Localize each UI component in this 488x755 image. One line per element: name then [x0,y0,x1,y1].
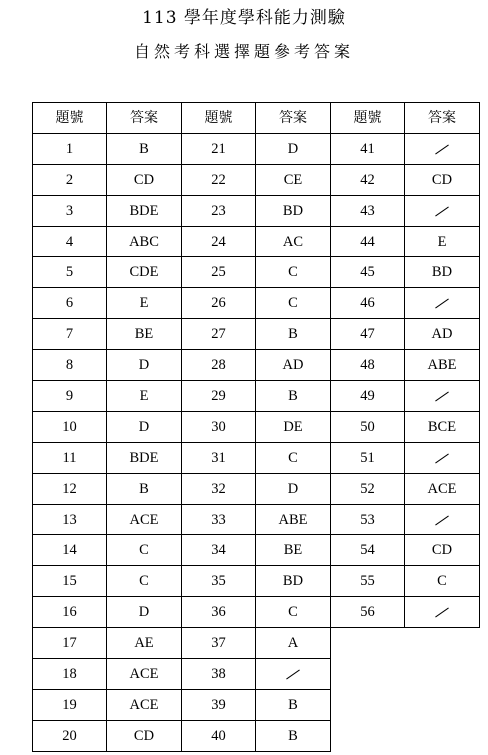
page-title: 113 學年度學科能力測驗 [142,8,346,28]
question-number-cell: 46 [331,288,405,319]
answer-cell: AE [107,628,182,659]
table-row [33,164,480,195]
header-answer: 答案 [256,103,331,134]
answer-cell: AD [256,350,331,381]
answer-cell: E [107,381,182,412]
answer-cell: ABE [256,504,331,535]
question-number-cell: 38 [182,659,256,690]
answer-cell: B [256,319,331,350]
question-number-cell: 37 [182,628,256,659]
question-number-cell: 50 [331,411,405,442]
answer-cell [256,659,331,690]
question-number-cell: 25 [182,257,256,288]
table-row [33,133,480,164]
table-row [33,288,480,319]
no-answer-slash [435,206,449,216]
header-question-number: 題號 [331,103,405,134]
question-number-cell: 13 [33,504,107,535]
table-row [33,350,480,381]
question-number-cell: 16 [33,597,107,628]
question-number-cell: 1 [33,133,107,164]
answer-cell: CD [405,164,480,195]
table-row [33,720,480,751]
answer-cell: C [107,535,182,566]
no-answer-slash [435,299,449,309]
question-number-cell: 40 [182,720,256,751]
header-answer: 答案 [405,103,480,134]
question-number-cell: 28 [182,350,256,381]
answer-cell: BD [256,195,331,226]
answer-cell: ACE [405,473,480,504]
answer-cell: A [256,628,331,659]
no-answer-slash [435,515,449,525]
answer-cell: AC [256,226,331,257]
table-row [33,319,480,350]
question-number-cell: 10 [33,411,107,442]
answer-cell: E [107,288,182,319]
answer-cell: ABE [405,350,480,381]
question-number-cell: 34 [182,535,256,566]
answer-cell: D [256,133,331,164]
question-number-cell: 4 [33,226,107,257]
answer-cell: CDE [107,257,182,288]
answer-cell [405,381,480,412]
table-row [33,195,480,226]
question-number-cell: 39 [182,689,256,720]
question-number-cell: 27 [182,319,256,350]
question-number-cell: 49 [331,381,405,412]
question-number-cell: 51 [331,442,405,473]
question-number-cell: 53 [331,504,405,535]
question-number-cell: 47 [331,319,405,350]
answer-table-body [33,103,480,752]
no-answer-slash [435,145,449,155]
question-number-cell: 20 [33,720,107,751]
empty-area [331,659,480,690]
answer-cell: C [256,597,331,628]
table-row [33,597,480,628]
question-number-cell: 33 [182,504,256,535]
empty-area [331,628,480,659]
answer-cell: B [107,473,182,504]
question-number-cell: 54 [331,535,405,566]
answer-cell: C [405,566,480,597]
answer-cell: CD [107,164,182,195]
answer-cell: B [256,689,331,720]
question-number-cell: 55 [331,566,405,597]
answer-cell: C [256,442,331,473]
question-number-cell: 2 [33,164,107,195]
no-answer-slash [435,453,449,463]
question-number-cell: 6 [33,288,107,319]
no-answer-slash [286,670,300,680]
answer-cell [405,504,480,535]
table-row [33,257,480,288]
answer-cell: BDE [107,442,182,473]
question-number-cell: 22 [182,164,256,195]
question-number-cell: 32 [182,473,256,504]
question-number-cell: 8 [33,350,107,381]
answer-cell: BE [256,535,331,566]
header-answer: 答案 [107,103,182,134]
question-number-cell: 12 [33,473,107,504]
answer-cell: C [256,288,331,319]
question-number-cell: 3 [33,195,107,226]
no-answer-slash [435,608,449,618]
answer-cell: CD [107,720,182,751]
question-number-cell: 43 [331,195,405,226]
answer-cell: C [256,257,331,288]
empty-area [331,720,480,751]
answer-cell: DE [256,411,331,442]
table-row [33,442,480,473]
question-number-cell: 15 [33,566,107,597]
answer-cell: BDE [107,195,182,226]
table-row [33,566,480,597]
page-subtitle: 自然考科選擇題參考答案 [133,42,354,61]
question-number-cell: 52 [331,473,405,504]
table-row [33,535,480,566]
table-row [33,504,480,535]
table-row [33,689,480,720]
question-number-cell: 30 [182,411,256,442]
answer-cell [405,133,480,164]
question-number-cell: 35 [182,566,256,597]
table-row [33,226,480,257]
empty-area [331,689,480,720]
answer-table [32,102,480,752]
question-number-cell: 23 [182,195,256,226]
question-number-cell: 24 [182,226,256,257]
question-number-cell: 29 [182,381,256,412]
table-row [33,411,480,442]
answer-cell [405,195,480,226]
answer-cell: ABC [107,226,182,257]
answer-cell: C [107,566,182,597]
answer-cell: B [256,381,331,412]
answer-cell: B [107,133,182,164]
table-header-row [33,103,480,134]
answer-cell: ACE [107,689,182,720]
answer-cell: ACE [107,659,182,690]
table-row [33,381,480,412]
question-number-cell: 41 [331,133,405,164]
table-row [33,659,480,690]
question-number-cell: 11 [33,442,107,473]
question-number-cell: 36 [182,597,256,628]
question-number-cell: 42 [331,164,405,195]
question-number-cell: 21 [182,133,256,164]
answer-cell: CD [405,535,480,566]
question-number-cell: 14 [33,535,107,566]
question-number-cell: 26 [182,288,256,319]
question-number-cell: 5 [33,257,107,288]
answer-cell: CE [256,164,331,195]
no-answer-slash [435,392,449,402]
answer-cell: D [107,411,182,442]
question-number-cell: 19 [33,689,107,720]
question-number-cell: 48 [331,350,405,381]
question-number-cell: 44 [331,226,405,257]
answer-cell [405,442,480,473]
answer-cell: BCE [405,411,480,442]
table-row [33,628,480,659]
answer-cell: AD [405,319,480,350]
answer-cell: B [256,720,331,751]
question-number-cell: 9 [33,381,107,412]
question-number-cell: 18 [33,659,107,690]
answer-cell [405,288,480,319]
question-number-cell: 17 [33,628,107,659]
question-number-cell: 56 [331,597,405,628]
question-number-cell: 7 [33,319,107,350]
answer-cell: BD [405,257,480,288]
table-row [33,473,480,504]
answer-cell: D [256,473,331,504]
answer-cell: BE [107,319,182,350]
answer-cell: D [107,350,182,381]
header-question-number: 題號 [182,103,256,134]
answer-cell [405,597,480,628]
question-number-cell: 31 [182,442,256,473]
answer-cell: BD [256,566,331,597]
question-number-cell: 45 [331,257,405,288]
answer-cell: ACE [107,504,182,535]
answer-cell: E [405,226,480,257]
header-question-number: 題號 [33,103,107,134]
answer-cell: D [107,597,182,628]
